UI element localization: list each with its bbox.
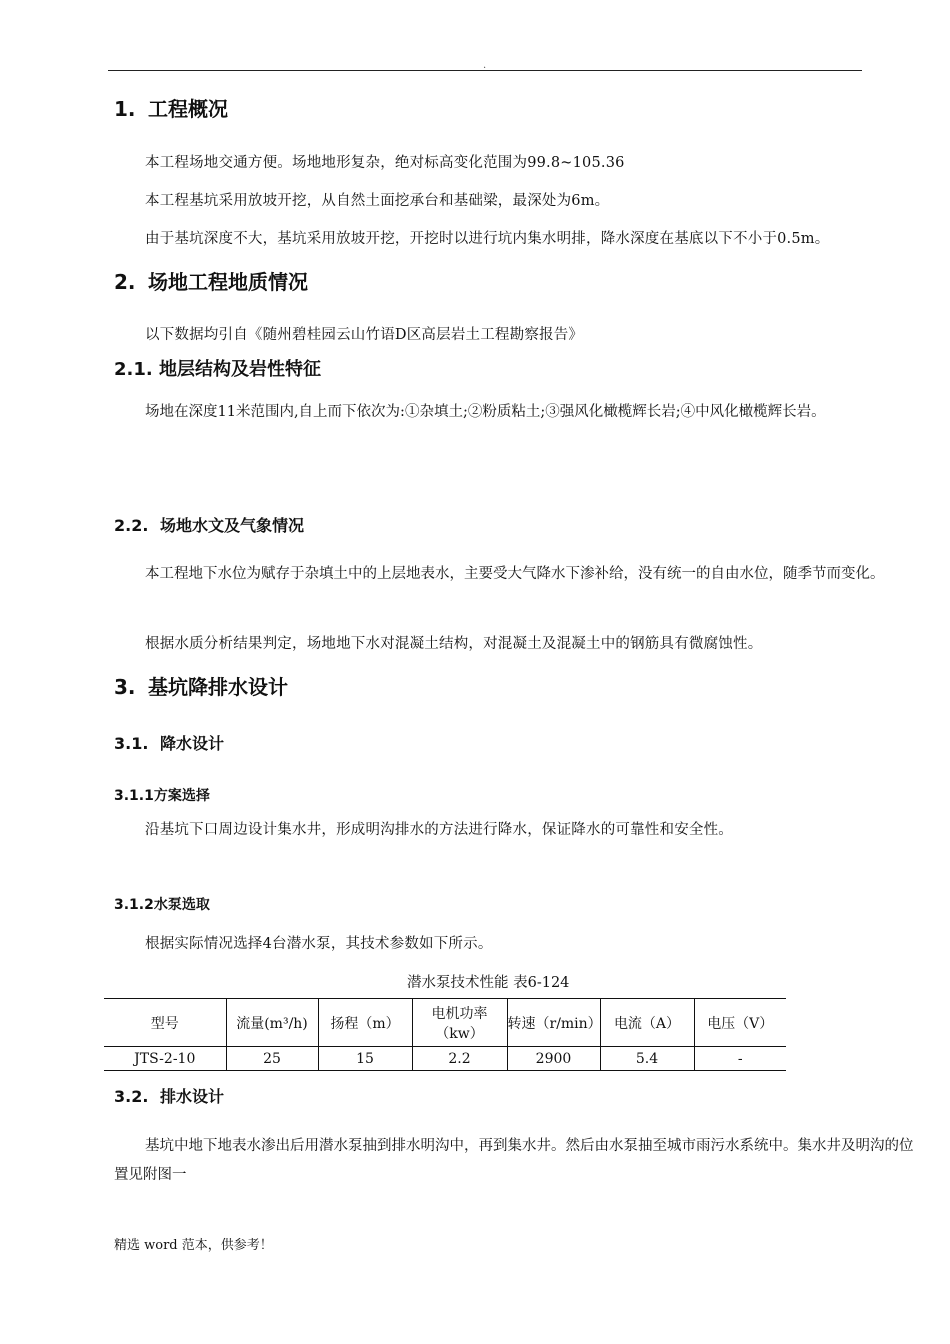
table-cell-current: 5.4 bbox=[600, 1047, 694, 1071]
section-3-2-number: 3.2. bbox=[114, 1087, 149, 1106]
section-2-1-heading: 2.1. 地层结构及岩性特征 bbox=[114, 359, 321, 380]
section-2-para-1: 以下数据均引自《随州碧桂园云山竹语D区高层岩土工程勘察报告》 bbox=[145, 327, 584, 343]
section-3-2-para-1: 基坑中地下地表水渗出后用潜水泵抽到排水明沟中，再到集水井。然后由水泵抽至城市雨污水系统中。集水井及明沟的位置见附图一 bbox=[114, 1138, 914, 1183]
section-1-para-1: 本工程场地交通方便。场地地形复杂，绝对标高变化范围为99.8~105.36 bbox=[145, 155, 625, 171]
section-2-2-para-2: 根据水质分析结果判定，场地地下水对混凝土结构，对混凝土及混凝土中的钢筋具有微腐蚀性。 bbox=[145, 636, 763, 652]
table-cell-speed: 2900 bbox=[507, 1047, 600, 1071]
section-2-2-heading bbox=[114, 513, 304, 536]
table-header-model: 型号 bbox=[150, 1015, 179, 1032]
section-3-1-number: 3.1. bbox=[114, 734, 149, 753]
section-2-number: 2. bbox=[114, 270, 136, 294]
section-2-2-title: 场地水文及气象情况 bbox=[160, 516, 305, 535]
section-3-1-1-heading: 3.1.1方案选择 bbox=[114, 788, 210, 804]
section-3-2-heading bbox=[114, 1084, 224, 1107]
header-rule bbox=[108, 70, 862, 71]
table-cell-flow: 25 bbox=[226, 1047, 318, 1071]
table-header-current: 电流（A） bbox=[600, 999, 694, 1047]
section-2-title: 场地工程地质情况 bbox=[148, 270, 308, 294]
table-cell-head: 15 bbox=[318, 1047, 412, 1071]
table-row bbox=[104, 1047, 786, 1071]
table-header-motor-power: 电机功率（kw） bbox=[412, 999, 507, 1047]
table-header-voltage: 电压（V） bbox=[694, 999, 786, 1047]
page-footer: 精选 word 范本，供参考！ bbox=[114, 1238, 273, 1253]
table-cell-motor-power: 2.2 bbox=[412, 1047, 507, 1071]
table-cell-voltage: - bbox=[694, 1047, 786, 1071]
section-1-number: 1. bbox=[114, 97, 136, 121]
table-header-row bbox=[104, 999, 786, 1047]
section-2-heading bbox=[114, 266, 308, 295]
section-3-2-title: 排水设计 bbox=[160, 1087, 225, 1106]
section-3-title: 基坑降排水设计 bbox=[148, 675, 288, 699]
section-1-para-2: 本工程基坑采用放坡开挖，从自然土面挖承台和基础梁，最深处为6m。 bbox=[145, 193, 610, 209]
section-2-1-para-1: 场地在深度11米范围内,自上而下依次为:①杂填土;②粉质粘土;③强风化橄榄辉长岩;④中风化橄榄辉长岩。 bbox=[145, 404, 826, 420]
table-caption: 潜水泵技术性能 表6-124 bbox=[407, 975, 570, 991]
table-cell-model: JTS-2-10 bbox=[134, 1050, 196, 1067]
section-2-2-number: 2.2. bbox=[114, 516, 149, 535]
section-3-1-2-para-1: 根据实际情况选择4台潜水泵，其技术参数如下所示。 bbox=[145, 936, 493, 952]
section-2-2-para-1: 本工程地下水位为赋存于杂填土中的上层地表水，主要受大气降水下渗补给，没有统一的自由水位，随季节而变化。 bbox=[145, 566, 885, 582]
table-header-head: 扬程（m） bbox=[318, 999, 412, 1047]
section-3-1-1-para-1: 沿基坑下口周边设计集水井，形成明沟排水的方法进行降水，保证降水的可靠性和安全性。 bbox=[145, 822, 733, 838]
section-3-1-heading bbox=[114, 731, 224, 754]
section-3-number: 3. bbox=[114, 675, 136, 699]
section-1-heading bbox=[114, 93, 228, 122]
section-1-title: 工程概况 bbox=[148, 97, 228, 121]
section-1-para-3: 由于基坑深度不大，基坑采用放坡开挖，开挖时以进行坑内集水明排，降水深度在基底以下不小于0.5m。 bbox=[145, 231, 830, 247]
header-mark: . bbox=[483, 60, 487, 71]
table-header-flow: 流量(m³/h) bbox=[226, 999, 318, 1047]
table-header-speed: 转速（r/min） bbox=[507, 999, 600, 1047]
section-3-1-2-heading: 3.1.2水泵选取 bbox=[114, 897, 210, 913]
section-3-1-title: 降水设计 bbox=[160, 734, 225, 753]
section-3-heading bbox=[114, 671, 288, 700]
pump-spec-table bbox=[104, 998, 786, 1071]
